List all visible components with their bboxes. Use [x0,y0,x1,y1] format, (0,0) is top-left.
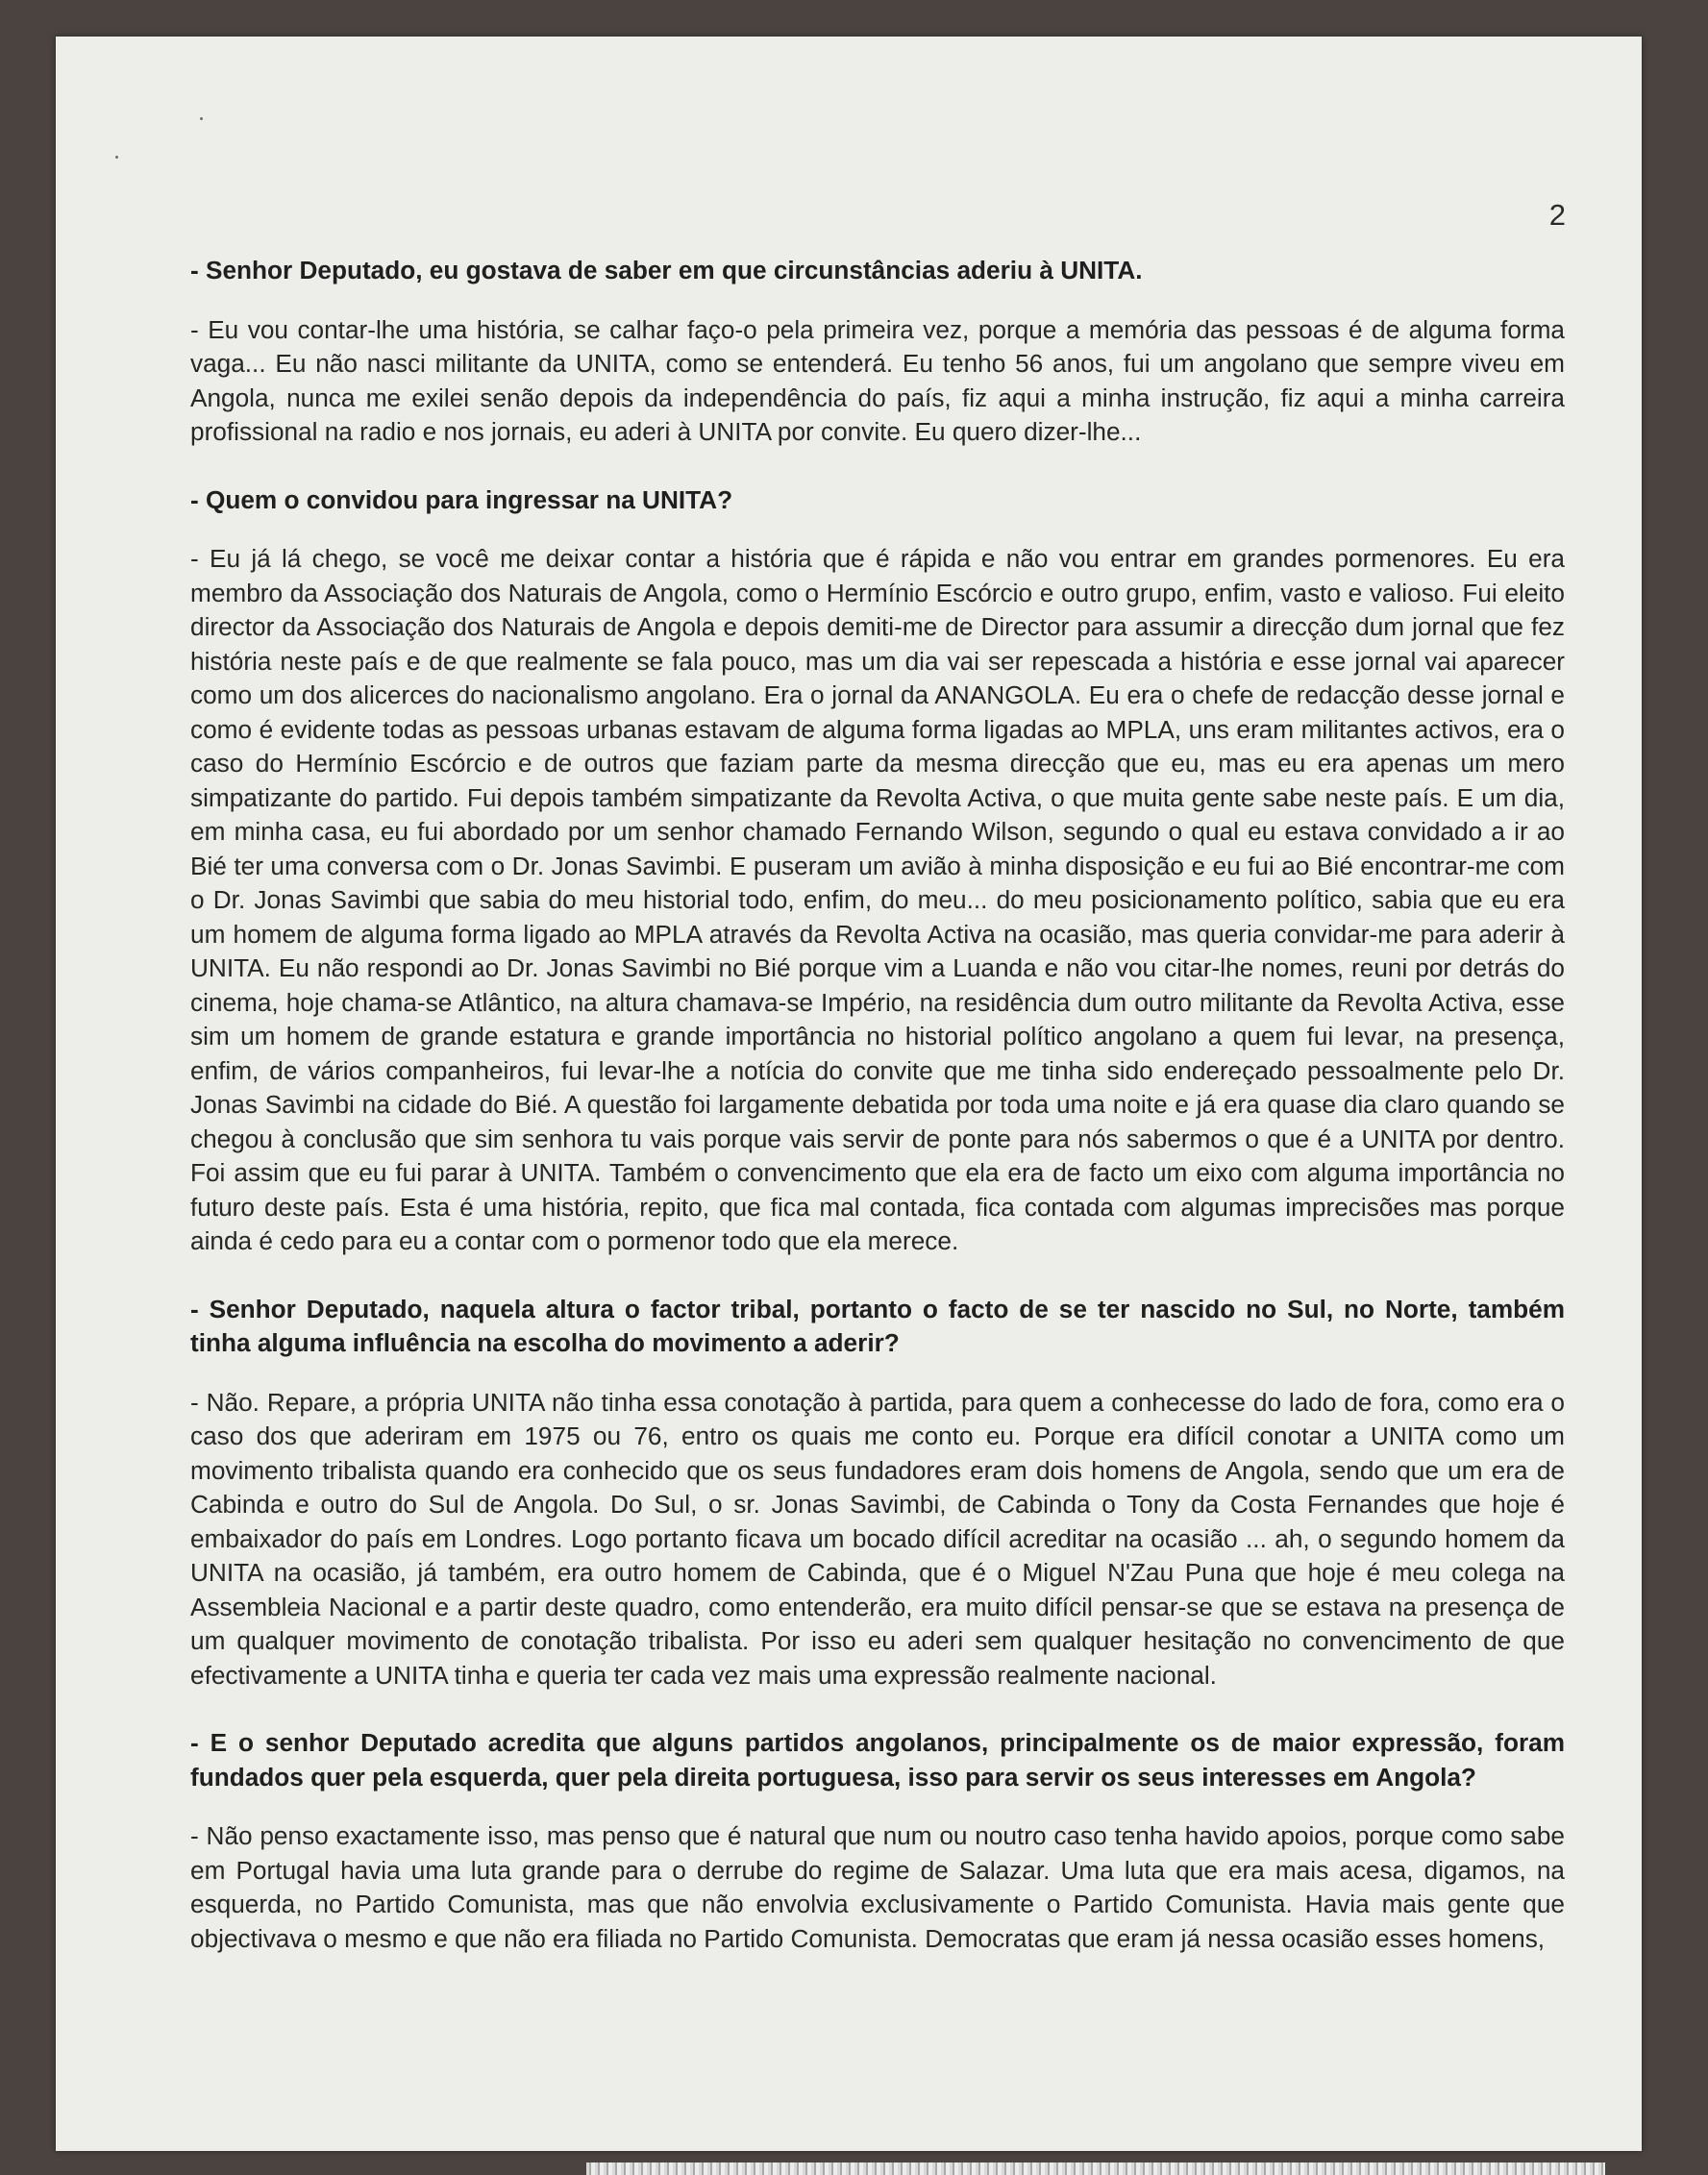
question-4: - E o senhor Deputado acredita que alguns partidos angolanos, principalmente os de maior expressão, foram fundados quer pela esquerda, quer pela direita portuguesa, isso para servir os seus interesses em Angola? [190,1728,1565,1792]
document-page [56,37,1642,2151]
scanner-edge-strip [586,2163,1605,2175]
page-number: 2 [1548,198,1566,232]
answer-1: - Eu vou contar-lhe uma história, se calhar faço-o pela primeira vez, porque a memória das pessoas é de alguma forma vaga... Eu não nasci militante da UNITA, como se entenderá. Eu tenho 56 anos, fui um angolano que sempre viveu em Angola, nunca me exilei senão depois da independência do país, fiz aqui a minha instrução, fiz aqui a minha carreira profissional na radio e nos jornais, eu aderi à UNITA por convite. Eu quero dizer-lhe... [190,314,1565,446]
question-3: - Senhor Deputado, naquela altura o factor tribal, portanto o facto de se ter nascido no Sul, no Norte, também tinha alguma influência na escolha do movimento a aderir? [190,1294,1565,1357]
scan-speck [115,156,118,159]
answer-2: - Eu já lá chego, se você me deixar contar a história que é rápida e não vou entrar em grandes pormenores. Eu era membro da Associação dos Naturais de Angola, como o Hermínio Escórcio e outro grupo, enfim, vasto e valioso. Fui eleito director da Associação dos Naturais de Angola e depois demiti-me de Director para assumir a direcção dum jornal que fez história neste país e de que realmente se fala pouco, mas um dia vai ser repescada a história e esse jornal vai aparecer como um dos alicerces do nacionalismo angolano. Era o jornal da ANANGOLA. Eu era o chefe de redacção desse jornal e como é evidente todas as pessoas urbanas estavam de alguma forma ligadas ao MPLA, uns eram militantes activos, era o caso do Hermínio Escórcio e de outros que faziam parte da mesma direcção que eu, mas eu era apenas um mero simpatizante do partido. Fui depois também simpatizante da Revolta Activa, o que muita gente sabe neste país. E um dia, em minha casa, eu fui abordado por um senhor chamado Fernando Wilson, segundo o qual eu estava convidado a ir ao Bié ter uma conversa com o Dr. Jonas Savimbi. E puseram um avião à minha disposição e eu fui ao Bié encontrar-me com o Dr. Jonas Savimbi que sabia do meu historial todo, enfim, do meu... do meu posicionamento político, sabia que eu era um homem de alguma forma ligado ao MPLA através da Revolta Activa na ocasião, mas queria convidar-me para aderir à UNITA. Eu não respondi ao Dr. Jonas Savimbi no Bié porque vim a Luanda e não vou citar-lhe nomes, reuni por detrás do cinema, hoje chama-se Atlântico, na altura chamava-se Império, na residência dum outro militante da Revolta Activa, esse sim um homem de grande estatura e grande importância no historial político angolano a quem fui levar, na presença, enfim, de vários companheiros, fui levar-lhe a notícia do convite que me tinha sido endereçado pessoalmente pelo Dr. Jonas Savimbi na cidade do Bié. A questão foi largamente debatida por toda uma noite e já era quase dia claro quando se chegou à conclusão que sim senhora tu vais porque vais servir de ponte para nós sabermos o que é a UNITA por dentro. Foi assim que eu fui parar à UNITA. Também o convencimento que ela era de facto um eixo com alguma importância no futuro deste país. Esta é uma história, repito, que fica mal contada, fica contada com algumas imprecisões mas porque ainda é cedo para eu a contar com o pormenor todo que ela merece. [190,544,1565,1255]
answer-4: - Não penso exactamente isso, mas penso que é natural que num ou noutro caso tenha havido apoios, porque como sabe em Portugal havia uma luta grande para o derrube do regime de Salazar. Uma luta que era mais acesa, digamos, na esquerda, no Partido Comunista, mas que não envolvia exclusivamente o Partido Comunista. Havia mais gente que objectivava o mesmo e que não era filiada no Partido Comunista. Democratas que eram já nessa ocasião esses homens, [190,1821,1565,1953]
question-2: - Quem o convidou para ingressar na UNITA? [190,484,733,514]
interview-text [190,254,1565,1990]
scan-speck [200,117,203,120]
answer-3: - Não. Repare, a própria UNITA não tinha essa conotação à partida, para quem a conhecesse do lado de fora, como era o caso dos que aderiram em 1975 ou 76, entro os quais me conto eu. Porque era difícil conotar a UNITA como um movimento tribalista quando era conhecido que os seus fundadores eram dois homens de Angola, sendo que um era de Cabinda e outro do Sul de Angola. Do Sul, o sr. Jonas Savimbi, de Cabinda o Tony da Costa Fernandes que hoje é embaixador do país em Londres. Logo portanto ficava um bocado difícil acreditar na ocasião ... ah, o segundo homem da UNITA na ocasião, já também, era outro homem de Cabinda, que é o Miguel N'Zau Puna que hoje é meu colega na Assembleia Nacional e a partir deste quadro, como entenderão, era muito difícil pensar-se que se estava na presença de um qualquer movimento de conotação tribalista. Por isso eu aderi sem qualquer hesitação no convencimento de que efectivamente a UNITA tinha e queria ter cada vez mais uma expressão realmente nacional. [190,1387,1565,1690]
question-1: - Senhor Deputado, eu gostava de saber em que circunstâncias aderiu à UNITA. [190,256,1143,284]
